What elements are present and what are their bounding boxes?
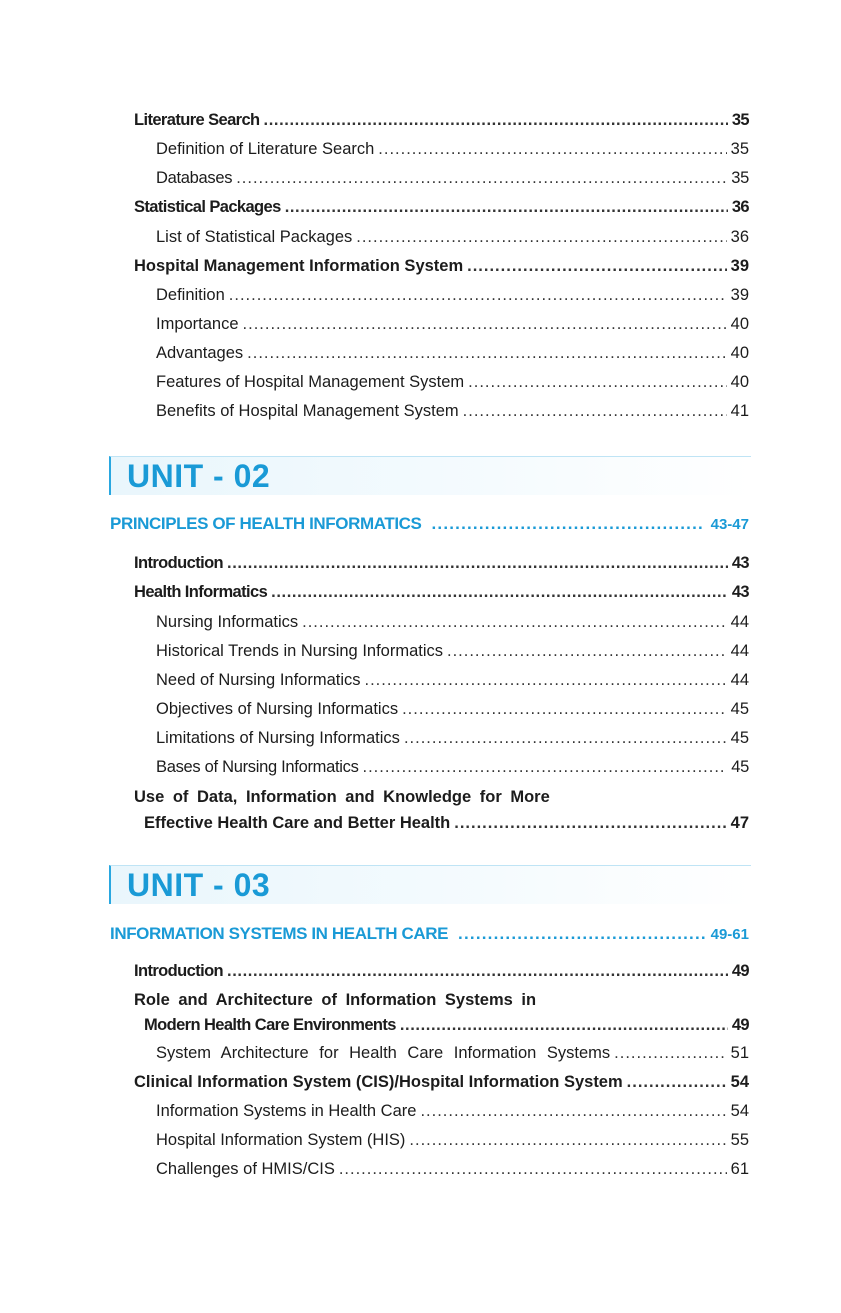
page-number: 40 bbox=[730, 315, 749, 333]
entry-label: Information Systems in Health Care bbox=[156, 1102, 417, 1120]
page-number: 35 bbox=[730, 140, 749, 158]
entry-label: Limitations of Nursing Informatics bbox=[156, 729, 400, 747]
toc-entry-role-line1[interactable]: Role and Architecture of Information Systems in bbox=[134, 991, 537, 1009]
dot-leader bbox=[365, 669, 727, 691]
unit-heading: UNIT - 03 bbox=[127, 867, 271, 903]
toc-entry-benefits-of-hms[interactable] bbox=[156, 400, 749, 422]
toc-entry-use-of-data-line1[interactable]: Use of Data, Information and Knowledge for More bbox=[134, 788, 550, 806]
page-number: 44 bbox=[730, 642, 749, 660]
page-number: 54 bbox=[730, 1102, 749, 1120]
toc-entry-hospital-information-system[interactable] bbox=[156, 1129, 749, 1151]
unit-heading: UNIT - 02 bbox=[127, 458, 271, 494]
entry-label: Introduction bbox=[134, 962, 224, 980]
entry-label: Databases bbox=[156, 169, 233, 187]
unit-02-title-row[interactable] bbox=[110, 512, 749, 536]
entry-label: List of Statistical Packages bbox=[156, 228, 353, 246]
entry-label: Literature Search bbox=[134, 111, 260, 129]
toc-entry-objectives[interactable] bbox=[156, 698, 749, 720]
toc-entry-definition[interactable] bbox=[156, 284, 749, 306]
dot-leader bbox=[431, 512, 704, 536]
page-number: 36 bbox=[731, 198, 749, 216]
page-number: 49 bbox=[731, 1016, 749, 1034]
entry-label: Features of Hospital Management System bbox=[156, 373, 465, 391]
dot-leader bbox=[339, 1158, 727, 1180]
dot-leader bbox=[264, 109, 728, 131]
toc-entry-challenges[interactable] bbox=[156, 1158, 749, 1180]
dot-leader bbox=[404, 727, 727, 749]
unit-03-title-row[interactable] bbox=[110, 922, 749, 946]
dot-leader bbox=[247, 342, 726, 364]
page-number: 44 bbox=[730, 671, 749, 689]
page-number: 35 bbox=[731, 169, 749, 187]
page-number: 45 bbox=[730, 700, 749, 718]
toc-entry-introduction[interactable] bbox=[134, 552, 749, 574]
entry-label: Challenges of HMIS/CIS bbox=[156, 1160, 335, 1178]
entry-label: System Architecture for Health Care Information Systems bbox=[156, 1044, 611, 1062]
dot-leader bbox=[236, 167, 727, 189]
entry-label: Definition bbox=[156, 286, 225, 304]
entry-label: Clinical Information System (CIS)/Hospital Information System bbox=[134, 1073, 623, 1091]
toc-entry-databases[interactable] bbox=[156, 167, 749, 189]
page-number: 35 bbox=[731, 111, 749, 129]
entry-label: Need of Nursing Informatics bbox=[156, 671, 361, 689]
dot-leader bbox=[454, 812, 726, 834]
toc-entry-introduction[interactable] bbox=[134, 960, 749, 982]
toc-entry-features-of-hms[interactable] bbox=[156, 371, 749, 393]
dot-leader bbox=[627, 1071, 727, 1093]
page-number: 61 bbox=[730, 1160, 749, 1178]
dot-leader bbox=[402, 698, 727, 720]
page-number: 45 bbox=[731, 758, 749, 776]
dot-leader bbox=[614, 1042, 726, 1064]
page-number: 39 bbox=[730, 286, 749, 304]
toc-entry-definition-of-literature-search[interactable] bbox=[156, 138, 749, 160]
entry-label: Statistical Packages bbox=[134, 198, 281, 216]
page-number: 39 bbox=[730, 257, 749, 275]
entry-label: Nursing Informatics bbox=[156, 613, 299, 631]
dot-leader bbox=[271, 581, 728, 603]
page-number: 41 bbox=[730, 402, 749, 420]
toc-entry-system-architecture[interactable] bbox=[156, 1042, 749, 1064]
entry-label: Bases of Nursing Informatics bbox=[156, 758, 359, 776]
dot-leader bbox=[409, 1129, 726, 1151]
page-number: 40 bbox=[730, 373, 749, 391]
dot-leader bbox=[227, 552, 728, 574]
dot-leader bbox=[356, 226, 726, 248]
dot-leader bbox=[285, 196, 728, 218]
toc-entry-advantages[interactable] bbox=[156, 342, 749, 364]
dot-leader bbox=[227, 960, 728, 982]
dot-leader bbox=[229, 284, 727, 306]
toc-entry-role-and-architecture[interactable] bbox=[144, 1014, 749, 1036]
toc-entry-importance[interactable] bbox=[156, 313, 749, 335]
toc-entry-cis-his[interactable] bbox=[134, 1071, 749, 1093]
unit-title: INFORMATION SYSTEMS IN HEALTH CARE bbox=[110, 924, 449, 943]
page-number: 49 bbox=[731, 962, 749, 980]
entry-label: Introduction bbox=[134, 554, 224, 572]
entry-label: Hospital Information System (HIS) bbox=[156, 1131, 406, 1149]
page-number: 43 bbox=[731, 554, 749, 572]
toc-entry-list-of-statistical-packages[interactable] bbox=[156, 226, 749, 248]
entry-label: Importance bbox=[156, 315, 239, 333]
dot-leader bbox=[467, 255, 727, 277]
page-number: 55 bbox=[730, 1131, 749, 1149]
dot-leader bbox=[400, 1014, 728, 1036]
dot-leader bbox=[363, 756, 728, 778]
page-number: 44 bbox=[730, 613, 749, 631]
entry-label: Hospital Management Information System bbox=[134, 257, 464, 275]
unit-02-banner bbox=[109, 456, 751, 495]
page-range: 43-47 bbox=[710, 516, 749, 533]
toc-entry-information-systems-in-health-care[interactable] bbox=[156, 1100, 749, 1122]
entry-label: Health Informatics bbox=[134, 583, 268, 601]
dot-leader bbox=[458, 922, 705, 946]
toc-entry-hospital-management-information-system[interactable] bbox=[134, 255, 749, 277]
page-number: 47 bbox=[730, 814, 749, 832]
page-number: 51 bbox=[730, 1044, 749, 1062]
dot-leader bbox=[302, 611, 727, 633]
entry-label: Historical Trends in Nursing Informatics bbox=[156, 642, 444, 660]
page-number: 36 bbox=[730, 228, 749, 246]
entry-label: Advantages bbox=[156, 344, 244, 362]
toc-entry-bases[interactable] bbox=[156, 756, 749, 778]
dot-leader bbox=[463, 400, 727, 422]
unit-03-banner bbox=[109, 865, 751, 904]
unit-title: PRINCIPLES OF HEALTH INFORMATICS bbox=[110, 514, 422, 533]
toc-entry-limitations[interactable] bbox=[156, 727, 749, 749]
dot-leader bbox=[468, 371, 726, 393]
page-number: 45 bbox=[730, 729, 749, 747]
page-range: 49-61 bbox=[710, 926, 749, 943]
toc-entry-use-of-data[interactable] bbox=[144, 812, 749, 834]
page-number: 54 bbox=[730, 1073, 749, 1091]
dot-leader bbox=[243, 313, 727, 335]
toc-entry-statistical-packages[interactable] bbox=[134, 196, 749, 218]
page-number: 40 bbox=[730, 344, 749, 362]
entry-label: Modern Health Care Environments bbox=[144, 1016, 396, 1034]
entry-label: Definition of Literature Search bbox=[156, 140, 375, 158]
toc-entry-health-informatics[interactable] bbox=[134, 581, 749, 603]
entry-label: Benefits of Hospital Management System bbox=[156, 402, 459, 420]
entry-label: Objectives of Nursing Informatics bbox=[156, 700, 399, 718]
dot-leader bbox=[447, 640, 727, 662]
dot-leader bbox=[420, 1100, 726, 1122]
toc-entry-need-of-nursing-informatics[interactable] bbox=[156, 669, 749, 691]
toc-entry-historical-trends[interactable] bbox=[156, 640, 749, 662]
page-number: 43 bbox=[731, 583, 749, 601]
entry-label: Effective Health Care and Better Health bbox=[144, 814, 451, 832]
toc-entry-literature-search[interactable] bbox=[134, 109, 749, 131]
toc-entry-nursing-informatics[interactable] bbox=[156, 611, 749, 633]
dot-leader bbox=[378, 138, 726, 160]
